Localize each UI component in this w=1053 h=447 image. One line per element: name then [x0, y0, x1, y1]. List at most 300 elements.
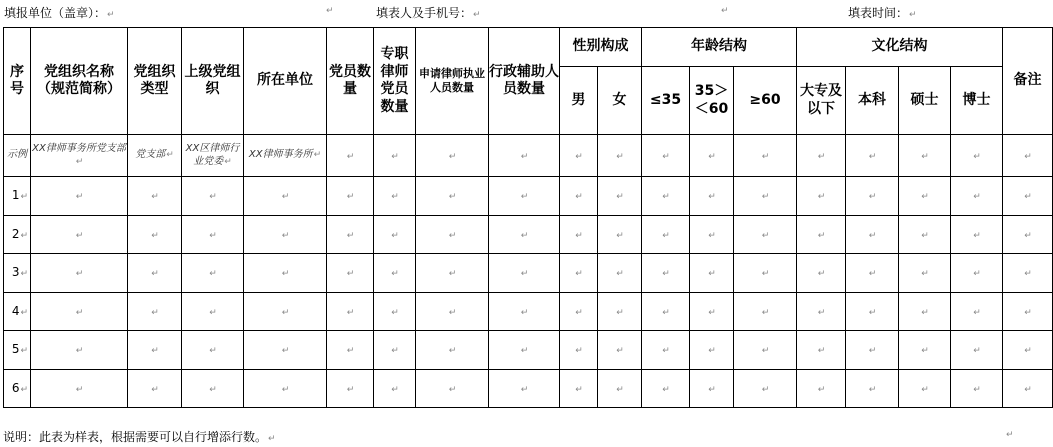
- paragraph-mark-icon: ↵: [616, 230, 624, 241]
- table-cell: [560, 292, 598, 331]
- col-parent-org: 上级党组织: [182, 28, 244, 135]
- paragraph-mark-icon: ↵: [391, 192, 399, 203]
- paragraph-mark-icon: ↵: [1024, 192, 1032, 203]
- table-cell: [182, 254, 244, 293]
- col-fulltime-lawyer: 专职律师党员数量: [374, 28, 416, 135]
- table-cell: [642, 254, 690, 293]
- table-cell: [374, 177, 416, 216]
- paragraph-mark-icon: ↵: [575, 346, 583, 357]
- paragraph-mark-icon: ↵: [708, 307, 716, 318]
- paragraph-mark-icon: ↵: [520, 346, 529, 357]
- table-cell: [374, 369, 416, 408]
- paragraph-mark-icon: ↵: [868, 151, 877, 162]
- paragraph-mark-icon: ↵: [520, 307, 529, 318]
- paragraph-mark-icon: ↵: [616, 192, 624, 203]
- filler-phone-label: 填表人及手机号：↵: [376, 6, 481, 20]
- table-cell: [1003, 215, 1053, 254]
- col-edu-college: 大专及以下: [797, 67, 846, 135]
- party-organization-table: [3, 27, 1053, 408]
- table-cell: [797, 331, 846, 370]
- table-cell: [416, 177, 489, 216]
- table-cell: [690, 177, 734, 216]
- table-cell: [182, 215, 244, 254]
- paragraph-mark-icon: ↵: [921, 151, 929, 162]
- row-number: 5↵: [4, 331, 31, 370]
- table-cell: [244, 254, 327, 293]
- table-cell: [797, 369, 846, 408]
- row-number: 6↵: [4, 369, 31, 408]
- example-unit: XX律师事务所↵: [244, 135, 327, 177]
- col-female: 女: [598, 67, 642, 135]
- table-cell: [327, 215, 374, 254]
- table-cell: [31, 369, 128, 408]
- col-gender-group: 性别构成: [560, 28, 642, 67]
- paragraph-mark-icon: ↵: [326, 6, 334, 16]
- table-cell: [489, 135, 560, 177]
- example-label: 示例: [4, 135, 31, 177]
- table-cell: [598, 331, 642, 370]
- paragraph-mark-icon: ↵: [575, 151, 583, 162]
- paragraph-mark-icon: ↵: [281, 307, 290, 318]
- paragraph-mark-icon: ↵: [662, 230, 670, 241]
- table-cell: [797, 135, 846, 177]
- table-cell: [846, 292, 899, 331]
- table-cell: [31, 292, 128, 331]
- example-org-name: XX律师事务所党支部↵: [31, 135, 128, 177]
- col-age-le35: ≤35: [642, 67, 690, 135]
- table-cell: [598, 177, 642, 216]
- table-cell: [489, 215, 560, 254]
- table-cell: [327, 369, 374, 408]
- paragraph-mark-icon: ↵: [616, 307, 624, 318]
- table-cell: [416, 331, 489, 370]
- paragraph-mark-icon: ↵: [346, 230, 355, 241]
- paragraph-mark-icon: ↵: [166, 150, 174, 161]
- paragraph-mark-icon: ↵: [973, 307, 981, 318]
- paragraph-mark-icon: ↵: [708, 230, 716, 241]
- table-cell: [489, 292, 560, 331]
- paragraph-mark-icon: ↵: [817, 192, 826, 203]
- data-rows: [4, 177, 1053, 408]
- col-male: 男: [560, 67, 598, 135]
- paragraph-mark-icon: ↵: [209, 346, 217, 357]
- table-cell: [846, 331, 899, 370]
- paragraph-mark-icon: ↵: [1024, 230, 1032, 241]
- table-cell: [951, 254, 1003, 293]
- header-row-1: [4, 28, 1053, 67]
- paragraph-mark-icon: ↵: [817, 307, 826, 318]
- paragraph-mark-icon: ↵: [151, 307, 159, 318]
- paragraph-mark-icon: ↵: [448, 269, 457, 280]
- table-cell: [128, 215, 182, 254]
- table-cell: [642, 369, 690, 408]
- paragraph-mark-icon: ↵: [391, 384, 399, 395]
- paragraph-mark-icon: ↵: [20, 192, 28, 203]
- col-age-ge60: ≥60: [734, 67, 797, 135]
- col-edu-master: 硕士: [899, 67, 951, 135]
- paragraph-mark-icon: ↵: [921, 230, 929, 241]
- paragraph-mark-icon: ↵: [75, 307, 84, 318]
- paragraph-mark-icon: ↵: [520, 151, 529, 162]
- paragraph-mark-icon: ↵: [575, 269, 583, 280]
- paragraph-mark-icon: ↵: [817, 151, 826, 162]
- table-cell: [734, 369, 797, 408]
- table-cell: [327, 135, 374, 177]
- col-age-group: 年龄结构: [642, 28, 797, 67]
- paragraph-mark-icon: ↵: [921, 346, 929, 357]
- paragraph-mark-icon: ↵: [761, 269, 770, 280]
- table-cell: [182, 331, 244, 370]
- paragraph-mark-icon: ↵: [662, 346, 670, 357]
- table-row: [4, 331, 1053, 370]
- paragraph-mark-icon: ↵: [209, 269, 217, 280]
- table-cell: [899, 215, 951, 254]
- paragraph-mark-icon: ↵: [575, 307, 583, 318]
- paragraph-mark-icon: ↵: [209, 307, 217, 318]
- table-cell: [416, 254, 489, 293]
- paragraph-mark-icon: ↵: [224, 156, 232, 167]
- table-row: [4, 215, 1053, 254]
- footer-note: 说明：此表为样表，根据需要可以自行增添行数。↵: [3, 430, 276, 444]
- paragraph-mark-icon: ↵: [973, 269, 981, 280]
- paragraph-mark-icon: ↵: [708, 192, 716, 203]
- paragraph-mark-icon: ↵: [281, 384, 290, 395]
- table-cell: [690, 331, 734, 370]
- reporting-unit-label: 填报单位（盖章）：↵: [4, 6, 115, 20]
- paragraph-mark-icon: ↵: [75, 156, 84, 167]
- paragraph-mark-icon: ↵: [346, 384, 355, 395]
- paragraph-mark-icon: ↵: [75, 192, 84, 203]
- table-cell: [951, 331, 1003, 370]
- paragraph-mark-icon: ↵: [662, 151, 670, 162]
- paragraph-mark-icon: ↵: [281, 192, 290, 203]
- col-edu-bachelor: 本科: [846, 67, 899, 135]
- table-cell: [899, 292, 951, 331]
- paragraph-mark-icon: ↵: [346, 269, 355, 280]
- paragraph-mark-icon: ↵: [708, 346, 716, 357]
- table-cell: [374, 215, 416, 254]
- paragraph-mark-icon: ↵: [868, 269, 877, 280]
- paragraph-mark-icon: ↵: [616, 269, 624, 280]
- table-cell: [734, 331, 797, 370]
- paragraph-mark-icon: ↵: [616, 151, 624, 162]
- paragraph-mark-icon: ↵: [575, 192, 583, 203]
- row-number: 2↵: [4, 215, 31, 254]
- table-cell: [598, 215, 642, 254]
- paragraph-mark-icon: ↵: [20, 384, 28, 395]
- paragraph-mark-icon: ↵: [868, 307, 877, 318]
- fill-time-label: 填表时间：↵: [848, 6, 917, 20]
- paragraph-mark-icon: ↵: [20, 230, 28, 241]
- table-cell: [560, 369, 598, 408]
- table-cell: [642, 292, 690, 331]
- paragraph-mark-icon: ↵: [151, 384, 159, 395]
- paragraph-mark-icon: ↵: [817, 384, 826, 395]
- paragraph-mark-icon: ↵: [1024, 384, 1032, 395]
- table-cell: [560, 135, 598, 177]
- paragraph-mark-icon: ↵: [75, 346, 84, 357]
- table-cell: [416, 292, 489, 331]
- table-cell: [244, 177, 327, 216]
- table-cell: [690, 135, 734, 177]
- paragraph-mark-icon: ↵: [973, 151, 981, 162]
- table-cell: [899, 177, 951, 216]
- table-cell: [1003, 254, 1053, 293]
- paragraph-mark-icon: ↵: [761, 151, 770, 162]
- paragraph-mark-icon: ↵: [761, 307, 770, 318]
- paragraph-mark-icon: ↵: [662, 307, 670, 318]
- table-cell: [951, 369, 1003, 408]
- paragraph-mark-icon: ↵: [75, 384, 84, 395]
- paragraph-mark-icon: ↵: [268, 434, 276, 444]
- col-remark: 备注: [1003, 28, 1053, 135]
- table-cell: [951, 215, 1003, 254]
- table-cell: [416, 135, 489, 177]
- paragraph-mark-icon: ↵: [448, 346, 457, 357]
- paragraph-mark-icon: ↵: [1024, 269, 1032, 280]
- paragraph-mark-icon: ↵: [662, 269, 670, 280]
- paragraph-mark-icon: ↵: [391, 230, 399, 241]
- table-cell: [846, 215, 899, 254]
- paragraph-mark-icon: ↵: [1006, 430, 1014, 440]
- paragraph-mark-icon: ↵: [721, 6, 729, 16]
- table-cell: [690, 292, 734, 331]
- table-cell: [846, 254, 899, 293]
- table-cell: [690, 254, 734, 293]
- paragraph-mark-icon: ↵: [817, 230, 826, 241]
- table-cell: [642, 177, 690, 216]
- paragraph-mark-icon: ↵: [209, 192, 217, 203]
- table-cell: [846, 177, 899, 216]
- paragraph-mark-icon: ↵: [817, 346, 826, 357]
- table-cell: [598, 369, 642, 408]
- table-cell: [327, 254, 374, 293]
- paragraph-mark-icon: ↵: [346, 192, 355, 203]
- table-cell: [642, 331, 690, 370]
- table-cell: [128, 292, 182, 331]
- table-cell: [797, 254, 846, 293]
- table-row: [4, 254, 1053, 293]
- table-cell: [899, 135, 951, 177]
- paragraph-mark-icon: ↵: [346, 151, 355, 162]
- table-cell: [489, 254, 560, 293]
- table-cell: [416, 369, 489, 408]
- table-cell: [244, 369, 327, 408]
- table-cell: [899, 254, 951, 293]
- paragraph-mark-icon: ↵: [209, 384, 217, 395]
- table-cell: [31, 177, 128, 216]
- paragraph-mark-icon: ↵: [616, 384, 624, 395]
- table-cell: [416, 215, 489, 254]
- table-cell: [846, 369, 899, 408]
- table-cell: [128, 331, 182, 370]
- table-cell: [182, 177, 244, 216]
- paragraph-mark-icon: ↵: [151, 192, 159, 203]
- table-cell: [1003, 331, 1053, 370]
- table-cell: [734, 254, 797, 293]
- table-cell: [327, 292, 374, 331]
- table-cell: [1003, 177, 1053, 216]
- col-edu-phd: 博士: [951, 67, 1003, 135]
- paragraph-mark-icon: ↵: [1024, 346, 1032, 357]
- paragraph-mark-icon: ↵: [575, 230, 583, 241]
- table-cell: [489, 177, 560, 216]
- table-cell: [560, 254, 598, 293]
- col-unit: 所在单位: [244, 28, 327, 135]
- paragraph-mark-icon: ↵: [448, 384, 457, 395]
- table-cell: [31, 331, 128, 370]
- paragraph-mark-icon: ↵: [281, 346, 290, 357]
- row-number: 4↵: [4, 292, 31, 331]
- paragraph-mark-icon: ↵: [708, 384, 716, 395]
- table-cell: [31, 215, 128, 254]
- table-cell: [560, 177, 598, 216]
- paragraph-mark-icon: ↵: [520, 192, 529, 203]
- col-org-name: 党组织名称（规范简称）: [31, 28, 128, 135]
- table-cell: [1003, 369, 1053, 408]
- paragraph-mark-icon: ↵: [575, 384, 583, 395]
- paragraph-mark-icon: ↵: [151, 269, 159, 280]
- paragraph-mark-icon: ↵: [448, 230, 457, 241]
- paragraph-mark-icon: ↵: [313, 150, 322, 161]
- table-cell: [128, 177, 182, 216]
- paragraph-mark-icon: ↵: [151, 346, 159, 357]
- paragraph-mark-icon: ↵: [20, 307, 28, 318]
- paragraph-mark-icon: ↵: [281, 269, 290, 280]
- table-cell: [489, 331, 560, 370]
- table-cell: [1003, 292, 1053, 331]
- paragraph-mark-icon: ↵: [761, 346, 770, 357]
- paragraph-mark-icon: ↵: [761, 192, 770, 203]
- paragraph-mark-icon: ↵: [281, 230, 290, 241]
- table-cell: [244, 292, 327, 331]
- table-cell: [182, 292, 244, 331]
- paragraph-mark-icon: ↵: [868, 384, 877, 395]
- paragraph-mark-icon: ↵: [817, 269, 826, 280]
- table-cell: [951, 135, 1003, 177]
- paragraph-mark-icon: ↵: [921, 269, 929, 280]
- example-parent-org: XX区律师行业党委↵: [182, 135, 244, 177]
- table-cell: [244, 215, 327, 254]
- paragraph-mark-icon: ↵: [520, 230, 529, 241]
- table-cell: [327, 331, 374, 370]
- paragraph-mark-icon: ↵: [973, 346, 981, 357]
- col-org-type: 党组织类型: [128, 28, 182, 135]
- table-cell: [734, 177, 797, 216]
- paragraph-mark-icon: ↵: [708, 151, 716, 162]
- table-cell: [374, 254, 416, 293]
- table-cell: [734, 135, 797, 177]
- table-cell: [489, 369, 560, 408]
- table-cell: [374, 135, 416, 177]
- paragraph-mark-icon: ↵: [1024, 307, 1032, 318]
- paragraph-mark-icon: ↵: [662, 192, 670, 203]
- paragraph-mark-icon: ↵: [391, 307, 399, 318]
- table-cell: [690, 369, 734, 408]
- paragraph-mark-icon: ↵: [346, 346, 355, 357]
- paragraph-mark-icon: ↵: [448, 192, 457, 203]
- paragraph-mark-icon: ↵: [520, 384, 529, 395]
- table-cell: [1003, 135, 1053, 177]
- paragraph-mark-icon: ↵: [761, 384, 770, 395]
- table-row: [4, 177, 1053, 216]
- paragraph-mark-icon: ↵: [973, 230, 981, 241]
- table-cell: [182, 369, 244, 408]
- col-age-35-60: 35＞＜60: [690, 67, 734, 135]
- paragraph-mark-icon: ↵: [662, 384, 670, 395]
- table-cell: [797, 177, 846, 216]
- table-cell: [642, 215, 690, 254]
- paragraph-mark-icon: ↵: [973, 384, 981, 395]
- row-number: 1↵: [4, 177, 31, 216]
- table-cell: [642, 135, 690, 177]
- table-cell: [598, 254, 642, 293]
- table-cell: [598, 292, 642, 331]
- paragraph-mark-icon: ↵: [151, 230, 159, 241]
- paragraph-mark-icon: ↵: [921, 384, 929, 395]
- table-cell: [598, 135, 642, 177]
- paragraph-mark-icon: ↵: [520, 269, 529, 280]
- table-cell: [128, 369, 182, 408]
- paragraph-mark-icon: ↵: [909, 10, 917, 20]
- paragraph-mark-icon: ↵: [75, 269, 84, 280]
- table-cell: [327, 177, 374, 216]
- paragraph-mark-icon: ↵: [868, 192, 877, 203]
- paragraph-mark-icon: ↵: [921, 307, 929, 318]
- paragraph-mark-icon: ↵: [75, 230, 84, 241]
- table-cell: [899, 331, 951, 370]
- table-cell: [374, 331, 416, 370]
- table-cell: [846, 135, 899, 177]
- table-cell: [797, 292, 846, 331]
- table-cell: [690, 215, 734, 254]
- col-admin-staff: 行政辅助人员数量: [489, 28, 560, 135]
- table-cell: [374, 292, 416, 331]
- col-applicant: 申请律师执业人员数量: [416, 28, 489, 135]
- paragraph-mark-icon: ↵: [616, 346, 624, 357]
- paragraph-mark-icon: ↵: [921, 192, 929, 203]
- paragraph-mark-icon: ↵: [20, 269, 28, 280]
- col-edu-group: 文化结构: [797, 28, 1003, 67]
- table-cell: [734, 292, 797, 331]
- table-cell: [797, 215, 846, 254]
- example-org-type: 党支部↵: [128, 135, 182, 177]
- paragraph-mark-icon: ↵: [20, 346, 28, 357]
- table-row: [4, 369, 1053, 408]
- table-cell: [244, 331, 327, 370]
- paragraph-mark-icon: ↵: [209, 230, 217, 241]
- table-cell: [560, 215, 598, 254]
- row-number: 3↵: [4, 254, 31, 293]
- paragraph-mark-icon: ↵: [473, 10, 481, 20]
- table-cell: [128, 254, 182, 293]
- paragraph-mark-icon: ↵: [346, 307, 355, 318]
- col-member-count: 党员数量: [327, 28, 374, 135]
- table-row: [4, 292, 1053, 331]
- example-row: [4, 135, 1053, 177]
- paragraph-mark-icon: ↵: [761, 230, 770, 241]
- paragraph-mark-icon: ↵: [391, 346, 399, 357]
- table-cell: [899, 369, 951, 408]
- paragraph-mark-icon: ↵: [868, 230, 877, 241]
- paragraph-mark-icon: ↵: [448, 151, 457, 162]
- table-cell: [560, 331, 598, 370]
- table-cell: [734, 215, 797, 254]
- paragraph-mark-icon: ↵: [708, 269, 716, 280]
- table-cell: [31, 254, 128, 293]
- paragraph-mark-icon: ↵: [973, 192, 981, 203]
- paragraph-mark-icon: ↵: [391, 151, 399, 162]
